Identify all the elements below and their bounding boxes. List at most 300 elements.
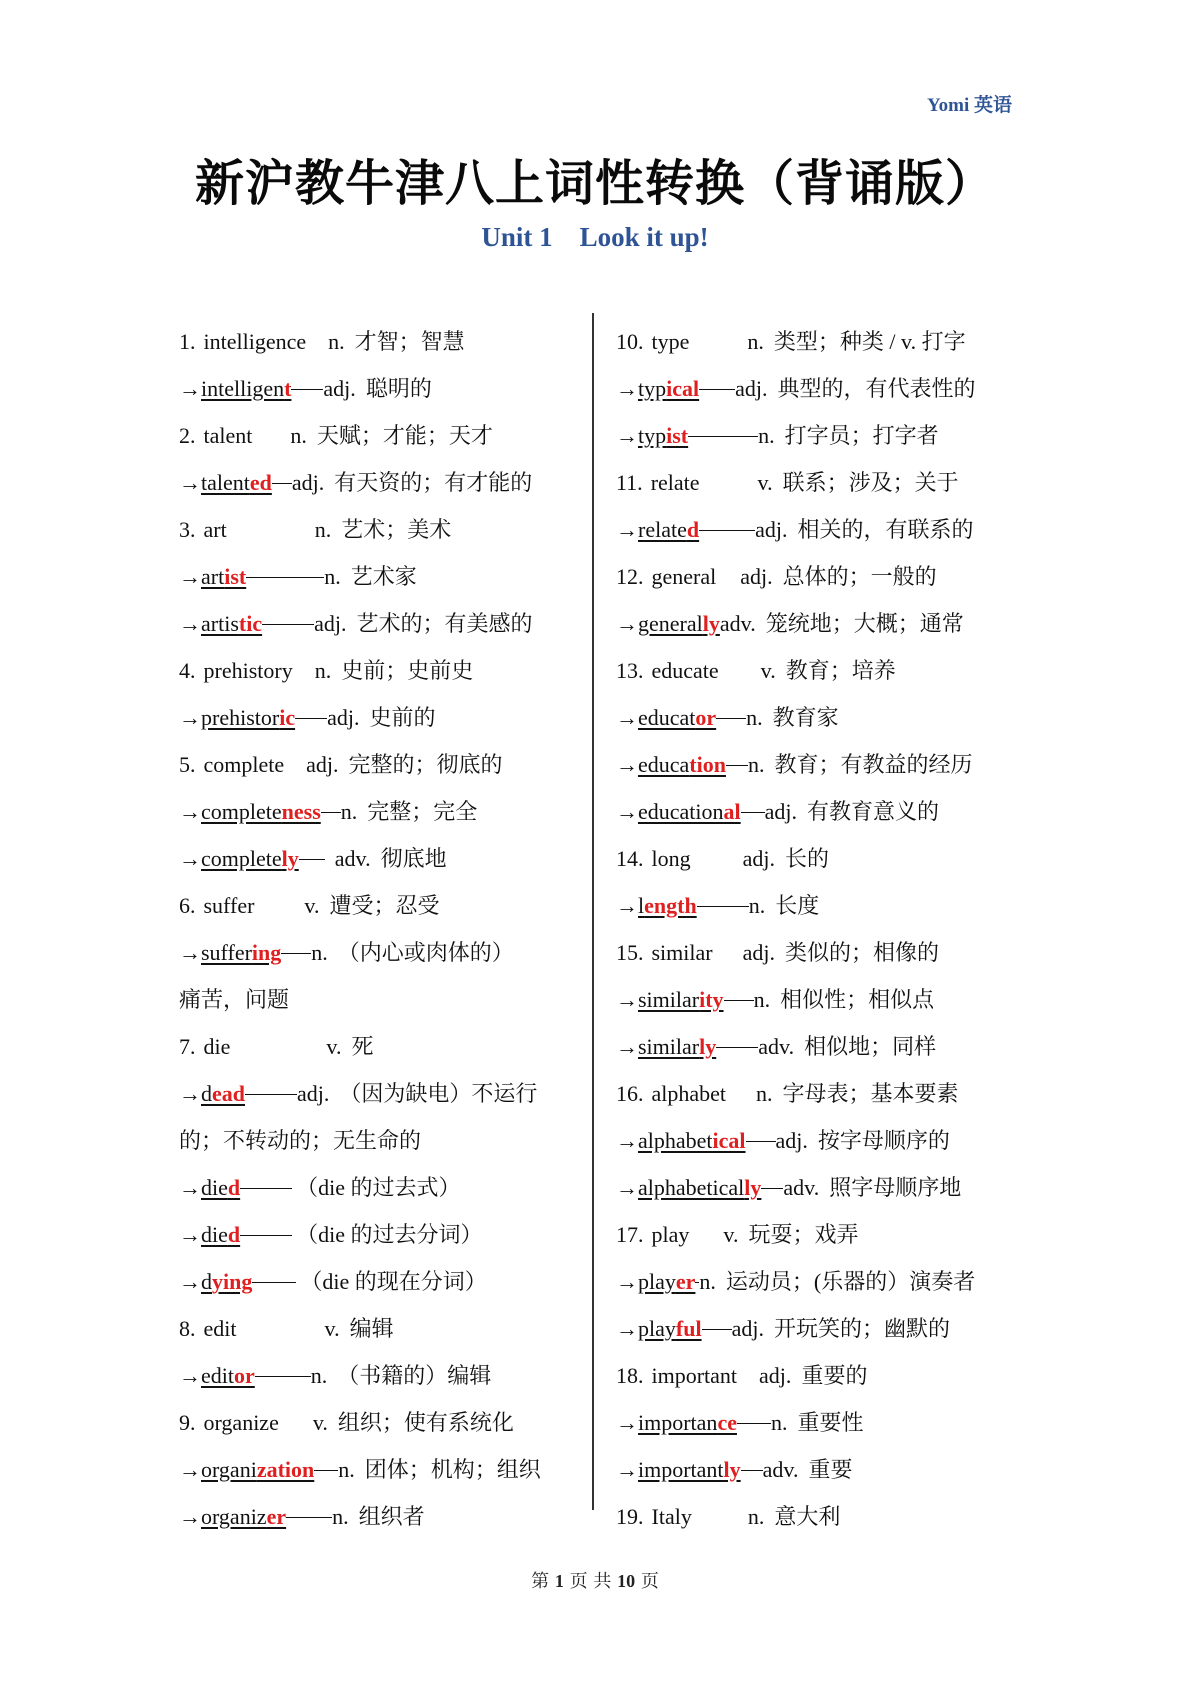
fill-blank-line xyxy=(272,482,292,484)
fill-blank-line xyxy=(688,435,758,437)
derived-form xyxy=(616,412,1016,459)
fill-blank-line xyxy=(240,1234,292,1236)
definition: 编辑 xyxy=(349,1316,394,1341)
part-of-speech: v. xyxy=(312,1410,328,1435)
left-column xyxy=(179,318,584,1540)
word-stem: typ xyxy=(638,423,667,448)
word-stem: similar xyxy=(638,1034,700,1059)
fill-blank-line xyxy=(724,999,754,1001)
word-suffix: ical xyxy=(666,376,700,401)
word-suffix: zation xyxy=(256,1457,315,1482)
footer-suffix: 页 xyxy=(640,1571,659,1592)
definition: 笼统地；大概；通常 xyxy=(765,611,964,636)
entry-word: play xyxy=(651,1222,690,1247)
part-of-speech: n. xyxy=(748,893,766,918)
definition: 典型的，有代表性的 xyxy=(777,376,976,401)
word-stem: organi xyxy=(201,1457,257,1482)
derived-form xyxy=(616,694,1016,741)
entry-word: similar xyxy=(651,940,713,965)
definition: 团体；机构；组织 xyxy=(364,1457,541,1482)
right-column xyxy=(616,318,1016,1540)
word-suffix: d xyxy=(227,1175,241,1200)
part-of-speech: adv. xyxy=(762,1457,799,1482)
part-of-speech: adj. xyxy=(323,376,356,401)
vocab-entry xyxy=(179,412,584,459)
derived-word xyxy=(638,1446,741,1493)
derived-form xyxy=(616,976,1016,1023)
part-of-speech: v. xyxy=(324,1316,340,1341)
part-of-speech: adv. xyxy=(783,1175,820,1200)
entry-number: 19. xyxy=(616,1504,644,1529)
derived-form xyxy=(616,1305,1016,1352)
arrow-icon: → xyxy=(616,611,638,636)
vocab-entry xyxy=(616,1211,1016,1258)
word-suffix: ength xyxy=(644,893,697,918)
part-of-speech: v. xyxy=(760,658,776,683)
arrow-icon: → xyxy=(179,1222,201,1247)
word-suffix: ing xyxy=(251,940,282,965)
arrow-icon: → xyxy=(616,1316,638,1341)
arrow-icon: → xyxy=(616,799,638,824)
word-stem: play xyxy=(638,1316,676,1341)
definition: （die 的过去分词） xyxy=(296,1222,483,1247)
fill-blank-line xyxy=(246,576,324,578)
arrow-icon: → xyxy=(616,987,638,1012)
derived-word xyxy=(201,1164,240,1211)
arrow-icon: → xyxy=(179,470,201,495)
entry-word: relate xyxy=(650,470,700,495)
definition: 玩耍；戏弄 xyxy=(748,1222,859,1247)
word-stem: intelligen xyxy=(201,376,285,401)
brand-label: Yomi 英语 xyxy=(927,95,1012,116)
part-of-speech: n. xyxy=(747,1504,765,1529)
entry-number: 14. xyxy=(616,846,644,871)
part-of-speech: n. xyxy=(328,329,345,354)
derived-form xyxy=(179,1446,584,1493)
fill-blank-line xyxy=(697,905,749,907)
part-of-speech: n. xyxy=(758,423,775,448)
derived-form xyxy=(616,1023,1016,1070)
entry-number: 13. xyxy=(616,658,644,683)
derived-word xyxy=(201,1258,252,1305)
arrow-icon: → xyxy=(616,752,638,777)
definition: 联系；涉及；关于 xyxy=(782,470,959,495)
word-suffix: ead xyxy=(212,1081,245,1106)
part-of-speech: n. xyxy=(340,799,358,824)
definition: 相似地；同样 xyxy=(804,1034,937,1059)
definition: 完整；完全 xyxy=(367,799,478,824)
vocab-entry xyxy=(616,929,1016,976)
definition: 长度 xyxy=(775,893,820,918)
fill-blank-line xyxy=(746,1140,776,1142)
word-stem: relate xyxy=(638,517,687,542)
derived-word xyxy=(201,694,295,741)
definition: 开玩笑的；幽默的 xyxy=(773,1316,950,1341)
fill-blank-line xyxy=(240,1187,292,1189)
word-stem: complete xyxy=(201,799,282,824)
definition: 意大利 xyxy=(774,1504,841,1529)
part-of-speech: n. xyxy=(753,987,771,1012)
part-of-speech: adj. xyxy=(755,517,788,542)
definition: 打字员；打字者 xyxy=(784,423,939,448)
derived-form xyxy=(179,1258,584,1305)
word-suffix: d xyxy=(227,1222,241,1247)
part-of-speech: adv. xyxy=(719,611,756,636)
part-of-speech: v. xyxy=(723,1222,739,1247)
entry-word: organize xyxy=(203,1410,279,1435)
fill-blank-line xyxy=(321,811,341,813)
derived-word xyxy=(638,1164,761,1211)
fill-blank-line xyxy=(245,1093,297,1095)
word-suffix: er xyxy=(266,1504,287,1529)
definition: 史前的 xyxy=(369,705,436,730)
derived-form xyxy=(616,1399,1016,1446)
word-stem: general xyxy=(638,611,703,636)
entry-word: edit xyxy=(203,1316,237,1341)
page-title: 新沪教牛津八上词性转换（背诵版） xyxy=(194,155,995,212)
word-stem: artis xyxy=(201,611,239,636)
word-stem: die xyxy=(201,1175,228,1200)
part-of-speech: v. xyxy=(757,470,773,495)
unit-subtitle: Unit 1 Look it up! xyxy=(481,222,709,252)
fill-blank-line xyxy=(295,717,327,719)
part-of-speech: n. xyxy=(324,564,341,589)
derived-form xyxy=(179,600,584,647)
arrow-icon: → xyxy=(616,1128,638,1153)
vocab-entry xyxy=(616,318,1016,365)
vocab-entry xyxy=(179,1023,584,1070)
vocab-entry xyxy=(179,1399,584,1446)
part-of-speech: adj. xyxy=(327,705,360,730)
derived-form xyxy=(179,929,584,976)
part-of-speech: n. xyxy=(314,658,332,683)
word-suffix: ed xyxy=(249,470,272,495)
arrow-icon: → xyxy=(616,423,638,448)
word-suffix: or xyxy=(695,705,717,730)
derived-form xyxy=(179,1493,584,1540)
word-stem: d xyxy=(201,1081,212,1106)
entry-word: suffer xyxy=(203,893,255,918)
entry-word: intelligence xyxy=(203,329,307,354)
word-stem: play xyxy=(638,1269,676,1294)
definition: 教育；有教益的经历 xyxy=(774,752,973,777)
word-suffix: ist xyxy=(666,423,689,448)
definition: 聪明的 xyxy=(365,376,432,401)
derived-word xyxy=(638,1117,746,1164)
word-stem: alphabet xyxy=(638,1128,713,1153)
entry-word: talent xyxy=(203,423,253,448)
derived-word xyxy=(201,1352,255,1399)
derived-form xyxy=(616,506,1016,553)
fill-blank-line xyxy=(737,1422,771,1424)
definition: 艺术；美术 xyxy=(341,517,452,542)
derived-word xyxy=(638,694,716,741)
derived-form xyxy=(179,1164,584,1211)
part-of-speech: v. xyxy=(304,893,320,918)
derived-form xyxy=(616,1258,1016,1305)
arrow-icon: → xyxy=(616,1410,638,1435)
definition: 组织者 xyxy=(358,1504,425,1529)
part-of-speech: adv. xyxy=(334,846,371,871)
part-of-speech: adj. xyxy=(775,1128,808,1153)
word-suffix: ly xyxy=(702,611,720,636)
entry-number: 17. xyxy=(616,1222,644,1247)
word-stem: die xyxy=(201,1222,228,1247)
word-stem: education xyxy=(638,799,724,824)
derived-word xyxy=(638,1305,702,1352)
word-suffix: tion xyxy=(689,752,726,777)
arrow-icon: → xyxy=(616,517,638,542)
derived-form xyxy=(616,365,1016,412)
part-of-speech: adv. xyxy=(758,1034,795,1059)
word-stem: art xyxy=(201,564,225,589)
derived-form xyxy=(179,835,584,882)
part-of-speech: n. xyxy=(310,1363,328,1388)
word-stem: complete xyxy=(201,846,282,871)
part-of-speech: n. xyxy=(311,940,328,965)
entry-word: Italy xyxy=(651,1504,692,1529)
part-of-speech: adj. xyxy=(759,1363,792,1388)
part-of-speech: adj. xyxy=(731,1316,764,1341)
arrow-icon: → xyxy=(616,1457,638,1482)
derived-form xyxy=(616,600,1016,647)
derived-form xyxy=(616,788,1016,835)
derived-word xyxy=(638,600,720,647)
definition: 艺术家 xyxy=(350,564,417,589)
entry-word: die xyxy=(203,1034,231,1059)
fill-blank-line xyxy=(716,1046,758,1048)
derived-word xyxy=(201,835,299,882)
footer-total-pages: 10 xyxy=(617,1571,636,1591)
part-of-speech: adj. xyxy=(735,376,768,401)
arrow-icon: → xyxy=(616,376,638,401)
arrow-icon: → xyxy=(179,846,201,871)
part-of-speech: n. xyxy=(756,1081,773,1106)
derived-word xyxy=(201,929,281,976)
column-divider xyxy=(592,313,594,1510)
derived-form xyxy=(616,741,1016,788)
definition: （die 的过去式） xyxy=(296,1175,461,1200)
entry-number: 16. xyxy=(616,1081,644,1106)
derived-word xyxy=(638,788,741,835)
word-suffix: ly xyxy=(281,846,299,871)
part-of-speech: n. xyxy=(770,1410,788,1435)
definition: 总体的；一般的 xyxy=(782,564,937,589)
definition: 教育家 xyxy=(772,705,839,730)
derived-form xyxy=(179,1211,584,1258)
word-suffix: tic xyxy=(238,611,263,636)
part-of-speech: adj. xyxy=(297,1081,330,1106)
definition: 重要性 xyxy=(797,1410,864,1435)
entry-number: 12. xyxy=(616,564,644,589)
vocab-entry xyxy=(179,318,584,365)
definition: 照字母顺序地 xyxy=(829,1175,962,1200)
vocab-entry xyxy=(616,835,1016,882)
definition: 按字母顺序的 xyxy=(817,1128,950,1153)
fill-blank-line xyxy=(702,1328,732,1330)
arrow-icon: → xyxy=(179,705,201,730)
arrow-icon: → xyxy=(179,1081,201,1106)
entry-number: 2. xyxy=(179,423,196,448)
derived-word xyxy=(638,1258,695,1305)
arrow-icon: → xyxy=(179,376,201,401)
entry-number: 5. xyxy=(179,752,196,777)
word-suffix: ly xyxy=(723,1457,741,1482)
part-of-speech: adj. xyxy=(742,846,776,871)
word-suffix: ce xyxy=(717,1410,737,1435)
entry-number: 8. xyxy=(179,1316,196,1341)
definition: 字母表；基本要素 xyxy=(782,1081,959,1106)
derived-word xyxy=(201,788,321,835)
vocab-entry xyxy=(179,882,584,929)
arrow-icon: → xyxy=(179,1363,201,1388)
derived-word xyxy=(201,1493,286,1540)
word-suffix: t xyxy=(284,376,292,401)
arrow-icon: → xyxy=(179,1269,201,1294)
word-suffix: ist xyxy=(224,564,247,589)
word-stem: prehistor xyxy=(201,705,280,730)
word-suffix: ical xyxy=(712,1128,746,1153)
word-stem: importan xyxy=(638,1410,718,1435)
entry-word: prehistory xyxy=(203,658,293,683)
derived-form xyxy=(616,1117,1016,1164)
part-of-speech: n. xyxy=(747,329,764,354)
derived-form xyxy=(616,882,1016,929)
word-stem: educat xyxy=(638,705,696,730)
entry-word: general xyxy=(651,564,717,589)
arrow-icon: → xyxy=(179,940,201,965)
arrow-icon: → xyxy=(616,1269,638,1294)
definition: 重要的 xyxy=(801,1363,868,1388)
definition: 死 xyxy=(351,1034,374,1059)
derived-word xyxy=(201,553,246,600)
part-of-speech: n. xyxy=(290,423,307,448)
word-stem: edit xyxy=(201,1363,234,1388)
part-of-speech: adj. xyxy=(291,470,325,495)
definition: （因为缺电）不运行 xyxy=(339,1081,538,1106)
word-suffix: ying xyxy=(212,1269,253,1294)
page-footer xyxy=(0,1567,1190,1593)
derived-word xyxy=(638,882,697,929)
arrow-icon: → xyxy=(179,611,201,636)
word-suffix: er xyxy=(675,1269,696,1294)
vocab-entry xyxy=(616,1352,1016,1399)
entry-number: 6. xyxy=(179,893,196,918)
part-of-speech: n. xyxy=(747,752,765,777)
word-stem: typ xyxy=(638,376,667,401)
part-of-speech: adj. xyxy=(764,799,798,824)
derived-form xyxy=(616,1446,1016,1493)
footer-page-number: 1 xyxy=(554,1571,564,1591)
entry-number: 15. xyxy=(616,940,644,965)
definition: 才智；智慧 xyxy=(354,329,465,354)
part-of-speech: v. xyxy=(326,1034,342,1059)
entry-number: 10. xyxy=(616,329,644,354)
vocab-entry xyxy=(616,459,1016,506)
word-stem: alphabetical xyxy=(638,1175,745,1200)
definition: 重要 xyxy=(808,1457,853,1482)
entry-word: long xyxy=(651,846,691,871)
fill-blank-line xyxy=(726,764,748,766)
word-suffix: ful xyxy=(675,1316,702,1341)
arrow-icon: → xyxy=(179,1175,201,1200)
definition: 运动员；(乐器的）演奏者 xyxy=(725,1269,976,1294)
entry-word: type xyxy=(651,329,690,354)
part-of-speech: adj. xyxy=(740,564,773,589)
fill-blank-line xyxy=(291,388,323,390)
definition: 遭受；忍受 xyxy=(329,893,440,918)
derived-word xyxy=(201,365,291,412)
fill-blank-line xyxy=(699,529,755,531)
part-of-speech: n. xyxy=(338,1457,355,1482)
part-of-speech: n. xyxy=(699,1269,716,1294)
word-stem: talent xyxy=(201,470,250,495)
entry-number: 7. xyxy=(179,1034,196,1059)
derived-form xyxy=(179,1070,584,1117)
fill-blank-line xyxy=(286,1516,332,1518)
derived-form xyxy=(179,459,584,506)
entry-number: 1. xyxy=(179,329,196,354)
part-of-speech: n. xyxy=(314,517,332,542)
derived-word xyxy=(638,741,726,788)
derived-word xyxy=(638,506,699,553)
derived-word xyxy=(638,1399,737,1446)
vocab-entry xyxy=(179,741,584,788)
definition: （书籍的）编辑 xyxy=(337,1363,492,1388)
entry-number: 11. xyxy=(616,470,643,495)
arrow-icon: → xyxy=(616,893,638,918)
part-of-speech: n. xyxy=(332,1504,349,1529)
entry-word: art xyxy=(203,517,227,542)
definition-continuation: 的；不转动的；无生命的 xyxy=(179,1128,422,1153)
derived-form xyxy=(179,365,584,412)
word-suffix: d xyxy=(686,517,700,542)
arrow-icon: → xyxy=(616,705,638,730)
word-suffix: ity xyxy=(699,987,724,1012)
word-suffix: ic xyxy=(279,705,296,730)
derived-form xyxy=(179,553,584,600)
word-stem: l xyxy=(638,893,645,918)
definition: 相关的，有联系的 xyxy=(797,517,974,542)
word-stem: d xyxy=(201,1269,212,1294)
word-stem: important xyxy=(638,1457,724,1482)
vocab-entry xyxy=(179,506,584,553)
word-suffix: ly xyxy=(699,1034,717,1059)
word-stem: educa xyxy=(638,752,690,777)
entry-word: important xyxy=(651,1363,738,1388)
derived-form xyxy=(179,694,584,741)
word-suffix: ness xyxy=(281,799,321,824)
definition: 相似性；相似点 xyxy=(780,987,935,1012)
vocab-entry xyxy=(616,553,1016,600)
entry-number: 3. xyxy=(179,517,196,542)
derived-word xyxy=(201,600,262,647)
entry-word: alphabet xyxy=(651,1081,727,1106)
definition: 类似的；相像的 xyxy=(785,940,940,965)
part-of-speech: adj. xyxy=(314,611,347,636)
definition: 完整的；彻底的 xyxy=(348,752,503,777)
definition: 艺术的；有美感的 xyxy=(356,611,533,636)
definition: 天赋；才能；天才 xyxy=(316,423,493,448)
definition: 彻底地 xyxy=(380,846,447,871)
derived-word xyxy=(201,1211,240,1258)
fill-blank-line xyxy=(761,1187,783,1189)
derived-word xyxy=(638,365,699,412)
entry-number: 18. xyxy=(616,1363,644,1388)
fill-blank-line xyxy=(716,717,746,719)
entry-number: 4. xyxy=(179,658,196,683)
fill-blank-line xyxy=(281,952,311,954)
